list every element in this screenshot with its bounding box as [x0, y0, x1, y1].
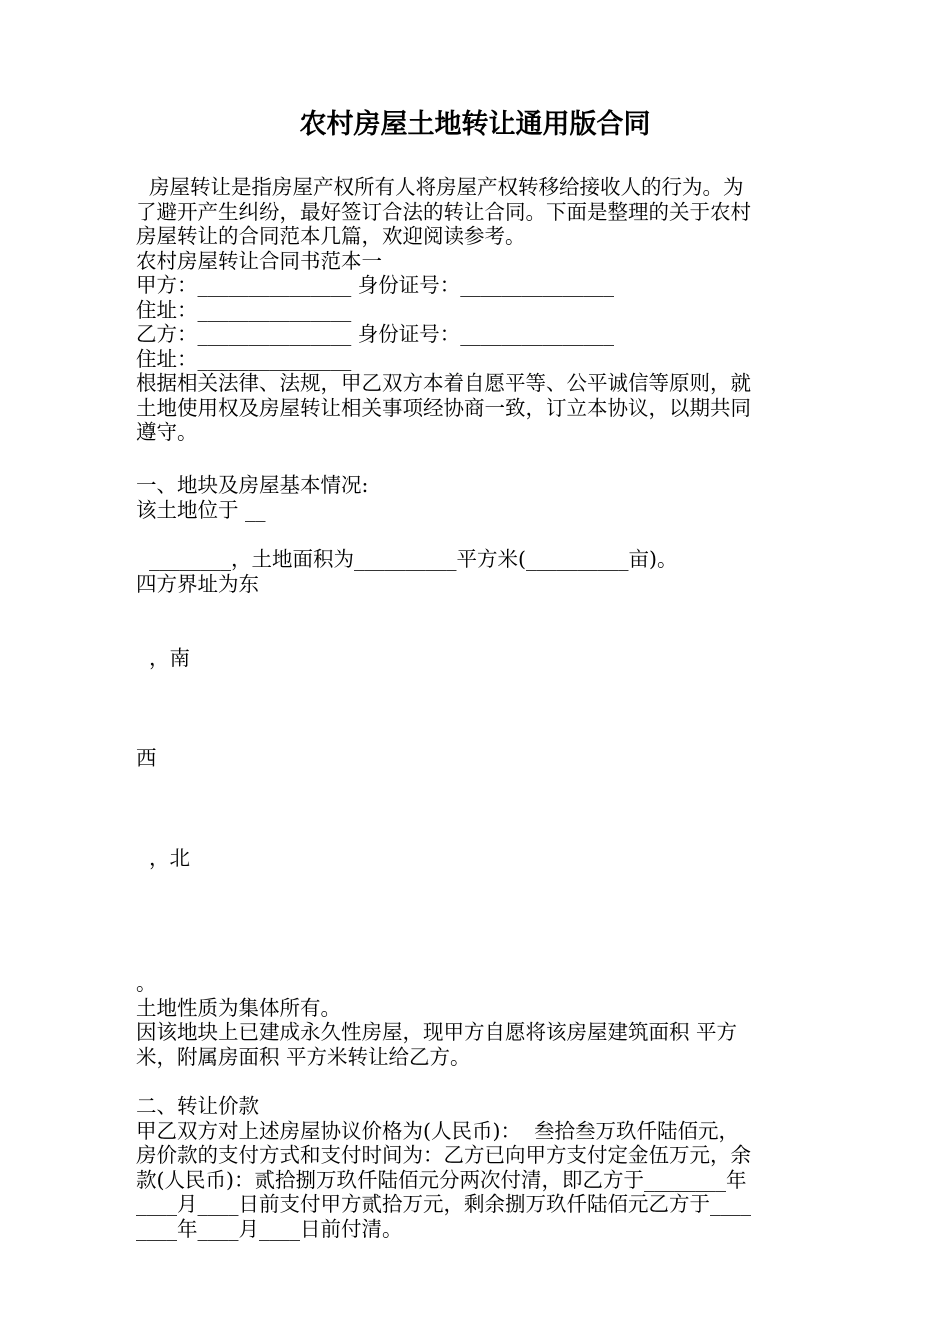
end-mark: 。 [136, 971, 157, 995]
party-a-line: 甲方：_______________ 身份证号：_______________ [136, 273, 615, 297]
section1-heading-block [136, 473, 816, 522]
location-line: 该土地位于 __ [136, 497, 266, 522]
boundary-north-block [136, 846, 816, 871]
boundary-west-block [136, 746, 816, 771]
intro-paragraph [136, 175, 816, 445]
text-line: 因该地块上已建成永久性房屋，现甲方自愿将该房屋建筑面积 平方 [136, 1020, 738, 1044]
document-title: 农村房屋土地转让通用版合同 [299, 109, 651, 140]
text-line: 房屋转让的合同范本几篇，欢迎阅读参考。 [136, 224, 526, 248]
text-line: 米，附属房面积 平方米转让给乙方。 [136, 1044, 471, 1069]
text-line: 房屋转让是指房屋产权所有人将房屋产权转移给接收人的行为。为 [136, 175, 744, 199]
section2 [136, 1094, 816, 1241]
boundary-south: ，南 [136, 646, 191, 670]
land-nature-line: 土地性质为集体所有。 [136, 995, 341, 1020]
text-line: 甲乙双方对上述房屋协议价格为(人民币)： 叁拾叁万玖仟陆佰元， [136, 1118, 740, 1143]
party-b-address-line: 住址：_______________ [136, 346, 352, 371]
text-line: 土地使用权及房屋转让相关事项经协商一致，订立本协议，以期共同 [136, 395, 751, 420]
boundary-east: 四方界址为东 [136, 571, 259, 596]
text-line: ____月____日前支付甲方贰拾万元，剩余捌万玖仟陆佰元乙方于____ [136, 1192, 751, 1216]
text-line: 根据相关法律、法规，甲乙双方本着自愿平等、公平诚信等原则，就 [136, 371, 751, 395]
text-line: ____年____月____日前付清。 [136, 1216, 403, 1241]
text-line: 房价款的支付方式和支付时间为：乙方已向甲方支付定金伍万元，余 [136, 1143, 751, 1167]
section1-heading: 一、地块及房屋基本情况: [136, 473, 369, 497]
text-line: 遵守。 [136, 420, 198, 444]
area-line: ________，土地面积为__________平方米(__________亩)。 [136, 547, 678, 571]
sample-heading: 农村房屋转让合同书范本一 [136, 248, 382, 273]
party-b-line: 乙方：_______________ 身份证号：_______________ [136, 322, 615, 346]
party-a-address-line: 住址：_______________ [136, 297, 352, 322]
section1-body [136, 971, 816, 1069]
text-line: 款(人民币)：贰拾捌万玖仟陆佰元分两次付清，即乙方于________年 [136, 1167, 747, 1192]
section2-heading: 二、转让价款 [136, 1094, 259, 1118]
text-line: 了避开产生纠纷，最好签订合法的转让合同。下面是整理的关于农村 [136, 199, 751, 224]
boundary-south-block [136, 646, 816, 671]
boundary-north: ，北 [136, 846, 191, 870]
boundary-west: 西 [136, 746, 157, 770]
area-block [136, 547, 816, 596]
